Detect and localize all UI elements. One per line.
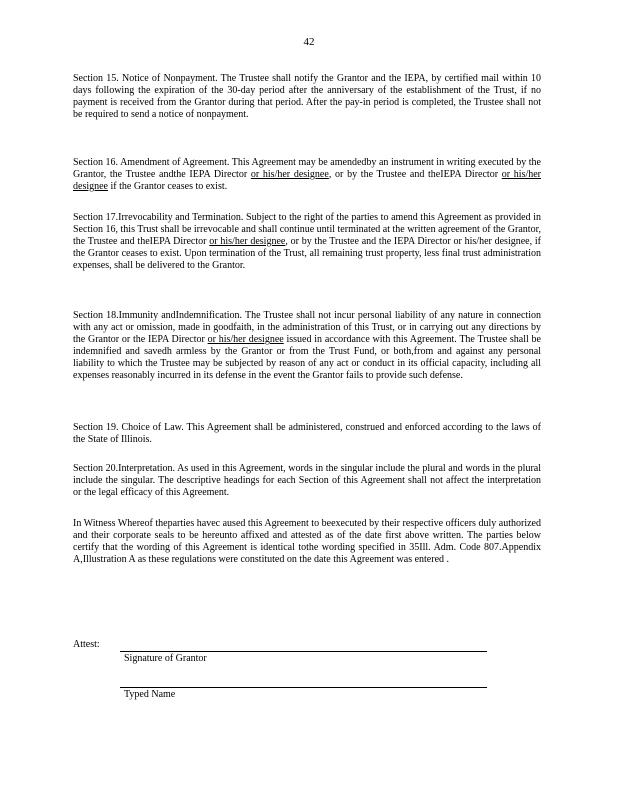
section-17-irrevocability-and-termination: Section 17.Irrevocability and Termination. Subject to the right of the parties to amend this Agreement as provided in Section 16, this Trust shall be irrevocable and shall continue until terminated at the written agreement of the Grantor, the Trustee and theIEPA Director or his/her designee, or by the Trustee and the IEPA Director or his/her designee, if the Grantor ceases to exist. Upon termination of the Trust, all remaining trust property, less final trust administration expenses, shall be delivered to the Grantor. — [73, 212, 541, 271]
typed-name-line — [120, 687, 487, 688]
page-number: 42 — [303, 36, 315, 48]
attest-label: Attest: — [73, 639, 100, 650]
signature-of-grantor-caption: Signature of Grantor — [124, 653, 207, 664]
section-18-immunity-and-indemnification: Section 18.Immunity andIndemnification. The Trustee shall not incur personal liability of any nature in connection with any act or omission, made in goodfaith, in the administration of this Trust, or in carrying out any directions by the Grantor or the IEPA Director or his/her designee issued in accordance with this Agreement. The Trustee shall be indemnified and savedh armless by the Grantor or from the Trust Fund, or both,from and against any personal liability to which the Trustee may be subjected by reason of any act or conduct in its official capacity, including all expenses reasonably incurred in its defense in the event the Grantor fails to provide such defense. — [73, 310, 541, 381]
section-20-interpretation: Section 20.Interpretation. As used in this Agreement, words in the singular include the plural and words in the plural include the singular. The descriptive headings for each Section of this Agreement shall not affect the interpretation or the legal efficacy of this Agreement. — [73, 463, 541, 498]
designee-underline: or his/her designee — [207, 334, 284, 345]
section-19-choice-of-law: Section 19. Choice of Law. This Agreement shall be administered, construed and enforced according to the laws of the State of Illinois. — [73, 422, 541, 445]
grantor-signature-line — [120, 651, 487, 652]
typed-name-caption: Typed Name — [124, 689, 176, 700]
designee-underline: or his/her designee — [250, 169, 329, 180]
section-15-notice-of-nonpayment: Section 15. Notice of Nonpayment. The Trustee shall notify the Grantor and the IEPA, by certified mail within 10 days following the expiration of the 30-day period after the anniversary of the establishment of the Trust, if no payment is received from the Grantor during that period. After the pay-in period is completed, the Trustee shall not be required to send a notice of nonpayment. — [73, 73, 541, 120]
in-witness-whereof-paragraph: In Witness Whereof theparties havec aused this Agreement to beexecuted by their respective officers duly authorized and their corporate seals to be hereunto affixed and attested as of the date first above written. The parties below certify that the wording of this Agreement is identical tothe wording specified in 35Ill. Adm. Code 807.Appendix A,Illustration A as these regulations were constituted on the date this Agreement was entered . — [73, 518, 541, 565]
section-16-amendment-of-agreement: Section 16. Amendment of Agreement. This Agreement may be amendedby an instrument in writing executed by the Grantor, the Trustee andthe IEPA Director or his/her designee, or by the Trustee and theIEPA Director or his/her designee if the Grantor ceases to exist. — [73, 157, 542, 192]
designee-underline: or his/her designee — [209, 236, 286, 247]
designee-underline: or his/her designee — [73, 169, 542, 192]
